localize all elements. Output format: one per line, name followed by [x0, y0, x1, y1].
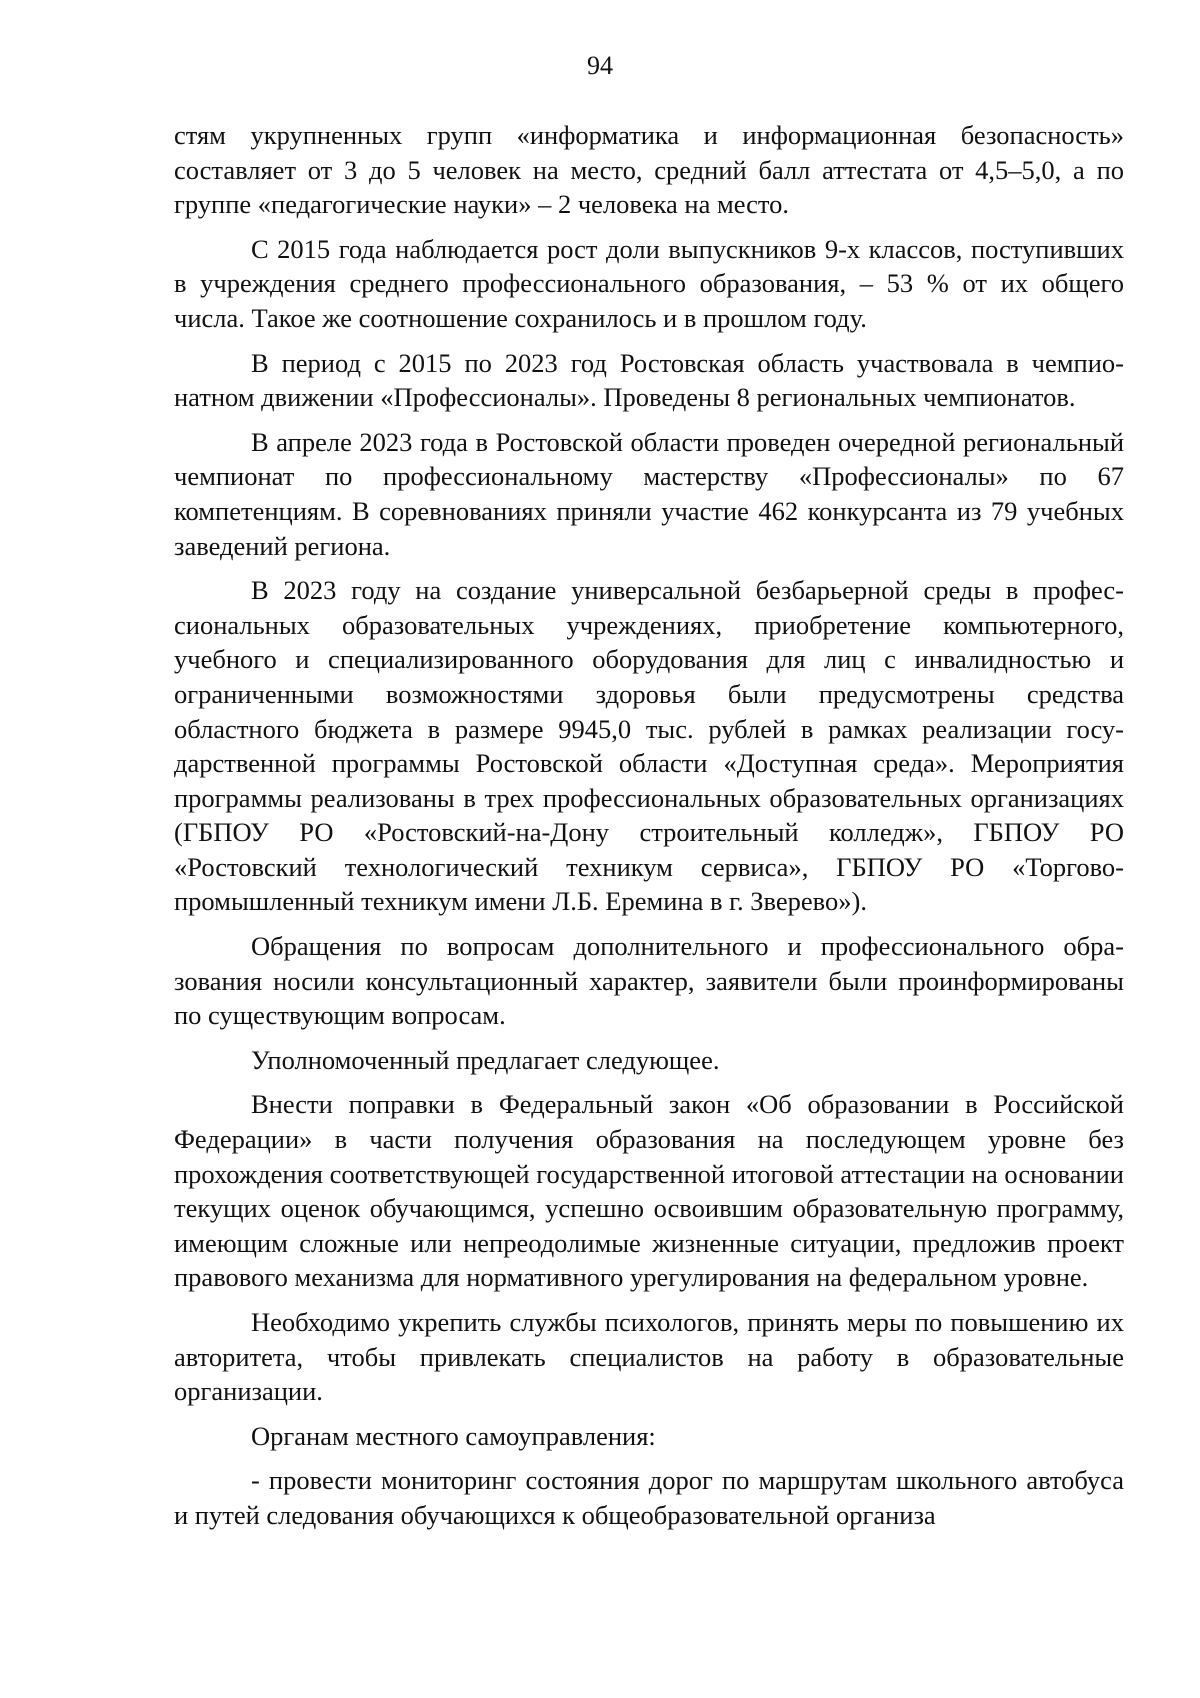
paragraph: В 2023 году на создание универсальной безбарьерной среды в профессиональных образовательных учреждениях, приобретение компьютерного, учебного и специализированного оборудования для лиц с инвалидностью и ограниченными возможностями здоровья были предусмотрены средства областного бюджета в размере 9945,0 тыс. рублей в рамках реализации государственной программы Ростовской области «Доступная среда». Мероприятия программы реализованы в трех профессиональных образовательных организациях (ГБПОУ РО «Ростовский-на-Дону строительный колледж», ГБПОУ РО «Ростовский технологический техникум сервиса», ГБПОУ РО «Торгово-промышленный техникум имени Л.Б. Еремина в г. Зверево»).	[174, 575, 1124, 917]
page-number: 94	[587, 51, 613, 80]
paragraph: Органам местного самоуправления:	[251, 1420, 656, 1451]
paragraph: С 2015 года наблюдается рост доли выпускников 9-х классов, поступивших в учреждения среднего профессионального образования, – 53 % от их общего числа. Такое же соотношение сохранилось и в прошлом году.	[174, 233, 1124, 333]
paragraph: Обращения по вопросам дополнительного и профессионального образования носили консультационный характер, заявители были проинформированы по существующим вопросам.	[174, 931, 1124, 1031]
paragraph: Необходимо укрепить службы психологов, принять меры по повышению их авторитета, чтобы привлекать специалистов на работу в образовательные организации.	[174, 1307, 1124, 1407]
document-body	[174, 118, 1124, 1543]
paragraph: - провести мониторинг состояния дорог по маршрутам школьного автобуса и путей следования обучающихся к общеобразовательной организа	[174, 1465, 1124, 1530]
paragraph: стям укрупненных групп «информатика и информационная безопасность» составляет от 3 до 5 человек на место, средний балл аттестата от 4,5–5,0, а по группе «педагогические науки» – 2 человека на место.	[174, 120, 1124, 220]
paragraph: Уполномоченный предлагает следующее.	[251, 1044, 720, 1075]
paragraph: Внести поправки в Федеральный закон «Об образовании в Российской Федерации» в части получения образования на последующем уровне без прохождения соответствующей государственной итоговой аттестации на основании текущих оценок обучающимся, успешно освоившим образовательную программу, имеющим сложные или непреодолимые жизненные ситуации, предложив проект правового механизма для нормативного урегулирования на федеральном уровне.	[174, 1089, 1124, 1293]
paragraph: В апреле 2023 года в Ростовской области проведен очередной региональный чемпионат по профессиональному мастерству «Профессионалы» по 67 компетенциям. В соревнованиях приняли участие 462 конкурсанта из 79 учебных заведений региона.	[174, 426, 1124, 561]
paragraph: В период с 2015 по 2023 год Ростовская область участвовала в чемпионатном движении «Профессионалы». Проведены 8 региональных чемпионатов.	[174, 347, 1124, 413]
